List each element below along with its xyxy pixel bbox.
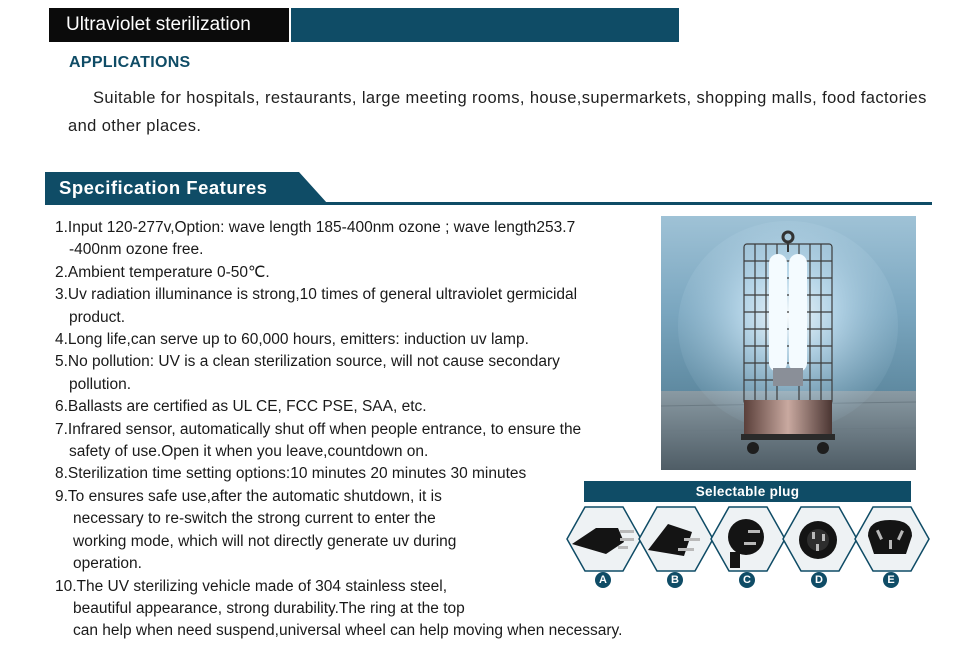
feature-item: 5.No pollution: UV is a clean sterilization source, will not cause secondary (55, 353, 560, 371)
feature-item: 4.Long life,can serve up to 60,000 hours, emitters: induction uv lamp. (55, 331, 529, 349)
plug-b-icon (638, 506, 714, 572)
feature-item: 2.Ambient temperature 0-50℃. (55, 263, 270, 281)
feature-continuation: beautiful appearance, strong durability.The ring at the top (73, 599, 465, 617)
applications-heading: APPLICATIONS (69, 54, 191, 71)
title-divider (289, 8, 291, 42)
plug-a-icon (566, 506, 642, 572)
plug-label: E (883, 572, 899, 588)
feature-item: 3.Uv radiation illuminance is strong,10 times of general ultraviolet germicidal (55, 286, 578, 304)
feature-item: 9.To ensures safe use,after the automatic shutdown, it is (55, 487, 442, 505)
feature-continuation: pollution. (69, 375, 132, 393)
feature-item: 1.Input 120-277v,Option: wave length 185-400nm ozone ; wave length253.7 (55, 219, 576, 236)
feature-continuation: can help when need suspend,universal wheel can help moving when necessary. (73, 622, 623, 640)
feature-item: 8.Sterilization time setting options:10 minutes 20 minutes 30 minutes (55, 465, 527, 483)
feature-continuation: -400nm ozone free. (69, 241, 204, 259)
plug-label: B (667, 572, 683, 588)
feature-continuation: safety of use.Open it when you leave,countdown on. (69, 443, 429, 461)
applications-text: Suitable for hospitals, restaurants, large meeting rooms, house,supermarkets, shopping malls, food factories and other places. (68, 89, 927, 135)
page-title: Ultraviolet sterilization (49, 8, 289, 42)
spec-title: Specification Features (59, 177, 268, 198)
title-bar (49, 8, 679, 42)
plug-d-icon (782, 506, 858, 572)
feature-item: 7.Infrared sensor, automatically shut off when people entrance, to ensure the (55, 420, 582, 438)
feature-continuation: product. (69, 308, 126, 326)
feature-continuation: working mode, which will not directly generate uv during (73, 532, 457, 550)
plug-e-icon (854, 506, 930, 572)
feature-continuation: operation. (73, 555, 142, 573)
plug-label: C (739, 572, 755, 588)
plug-label: A (595, 572, 611, 588)
feature-item: 6.Ballasts are certified as UL CE, FCC PSE, SAA, etc. (55, 398, 427, 416)
feature-continuation: necessary to re-switch the strong current to enter the (73, 510, 436, 528)
spec-rule (45, 202, 932, 205)
feature-item: 10.The UV sterilizing vehicle made of 304 stainless steel, (55, 577, 448, 595)
plug-c-icon (710, 506, 786, 572)
plug-label: D (811, 572, 827, 588)
selectable-plug-title: Selectable plug (584, 481, 911, 502)
uv-lamp-photo (661, 216, 916, 470)
